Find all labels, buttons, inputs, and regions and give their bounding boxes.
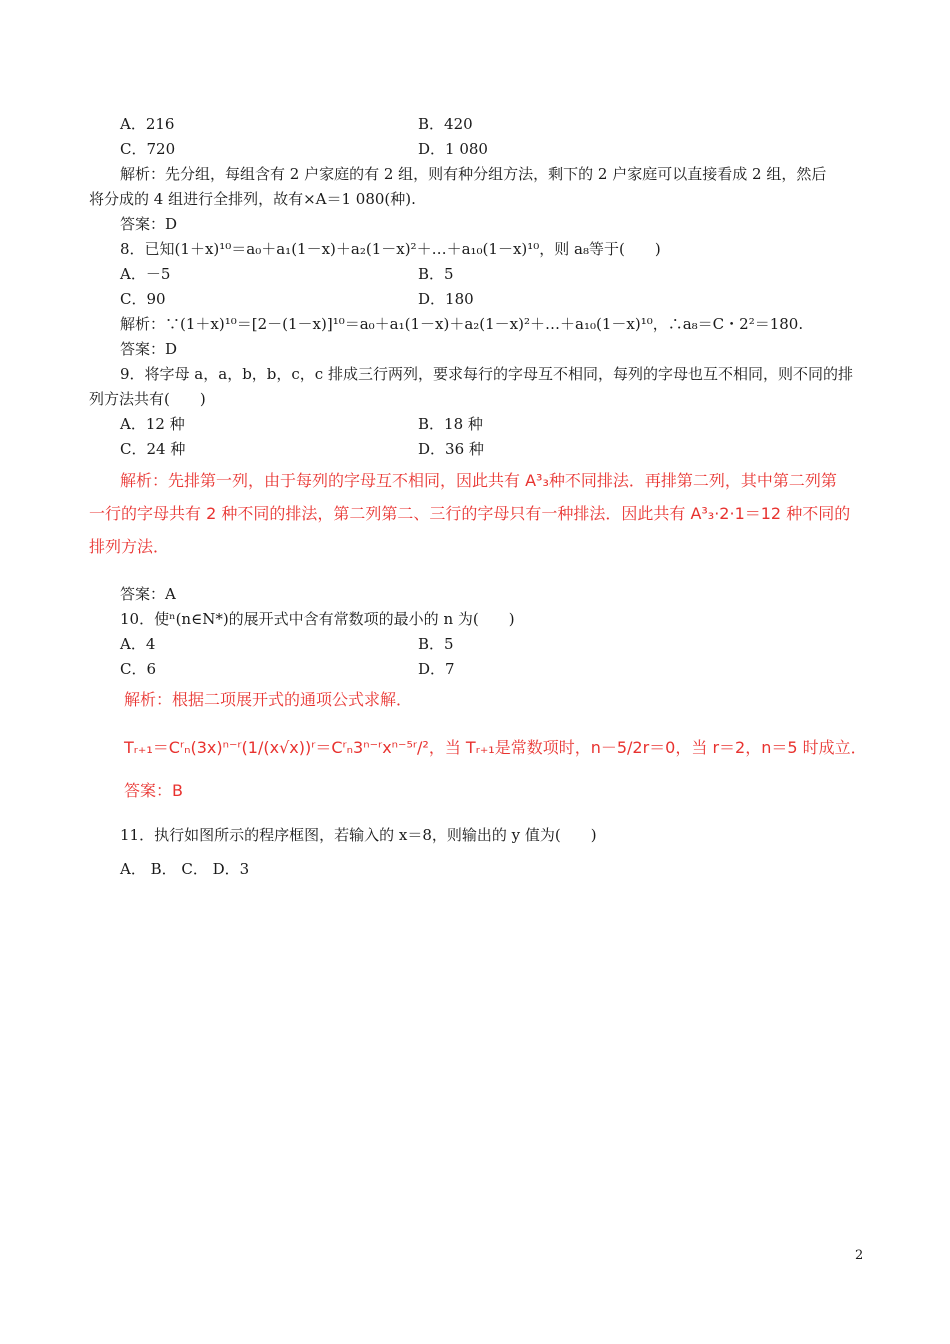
q9-analysis-line-1: 解析：先排第一列，由于每列的字母互不相同，因此共有 A³₃种不同排法．再排第二列，其中第二列第 [120, 471, 837, 490]
q8-option-d: D．180 [418, 290, 474, 308]
q7-answer: 答案：D [120, 215, 178, 233]
q10-option-a: A．4 [120, 635, 156, 653]
q10-stem: 10．使ⁿ(n∈N*)的展开式中含有常数项的最小的 n 为( ) [120, 610, 515, 628]
q8-option-b: B．5 [418, 265, 454, 283]
q7-option-b: B．420 [418, 115, 473, 133]
q9-analysis-line-3: 排列方法． [89, 537, 170, 556]
q9-answer: 答案：A [120, 585, 176, 603]
q10-option-c: C．6 [120, 660, 157, 678]
q9-stem-line-2: 列方法共有( ) [89, 390, 206, 408]
q9-stem-line-1: 9．将字母 a，a，b，b，c，c 排成三行两列，要求每行的字母互不相同，每列的字母也互不相同，则不同的排 [120, 365, 853, 383]
q9-option-c: C．24 种 [120, 440, 186, 458]
q9-option-d: D．36 种 [418, 440, 484, 458]
q11-options: A． B． C． D．3 [120, 860, 250, 878]
q7-option-c: C．720 [120, 140, 176, 158]
q10-answer: 答案：B [124, 781, 183, 800]
q9-analysis-line-2: 一行的字母共有 2 种不同的排法，第二列第二、三行的字母只有一种排法．因此共有 A³₃·2·1＝12 种不同的 [89, 504, 851, 523]
q7-analysis-line-2: 将分成的 4 组进行全排列，故有×A＝1 080(种). [89, 190, 416, 208]
q9-option-a: A．12 种 [120, 415, 185, 433]
q7-option-d: D．1 080 [418, 140, 488, 158]
q8-option-c: C．90 [120, 290, 166, 308]
q8-answer: 答案：D [120, 340, 178, 358]
q7-analysis-line-1: 解析：先分组，每组含有 2 户家庭的有 2 组，则有种分组方法，剩下的 2 户家庭可以直接看成 2 组，然后 [120, 165, 827, 183]
q7-option-a: A．216 [120, 115, 175, 133]
q10-option-d: D．7 [418, 660, 455, 678]
q8-stem: 8．已知(1＋x)¹⁰＝a₀＋a₁(1－x)＋a₂(1－x)²＋…＋a₁₀(1－x)¹⁰，则 a₈等于( ) [120, 240, 661, 258]
page-number: 2 [855, 1248, 864, 1263]
q9-option-b: B．18 种 [418, 415, 483, 433]
q8-analysis: 解析：∵(1＋x)¹⁰＝[2－(1－x)]¹⁰＝a₀＋a₁(1－x)＋a₂(1－x)²＋…＋a₁₀(1－x)¹⁰，∴a₈＝C・2²＝180. [120, 315, 804, 333]
q11-stem: 11．执行如图所示的程序框图，若输入的 x＝8，则输出的 y 值为( ) [120, 826, 597, 844]
q10-option-b: B．5 [418, 635, 454, 653]
q10-analysis-line-1: 解析：根据二项展开式的通项公式求解． [124, 690, 413, 709]
q8-option-a: A．－5 [120, 265, 171, 283]
q10-analysis-formula: Tᵣ₊₁＝Cʳₙ(3x)ⁿ⁻ʳ(1/(x√x))ʳ＝Cʳₙ3ⁿ⁻ʳxⁿ⁻⁵ʳ/²，当 Tᵣ₊₁是常数项时，n－5/2r＝0，当 r＝2，n＝5 时成立． [124, 738, 867, 757]
